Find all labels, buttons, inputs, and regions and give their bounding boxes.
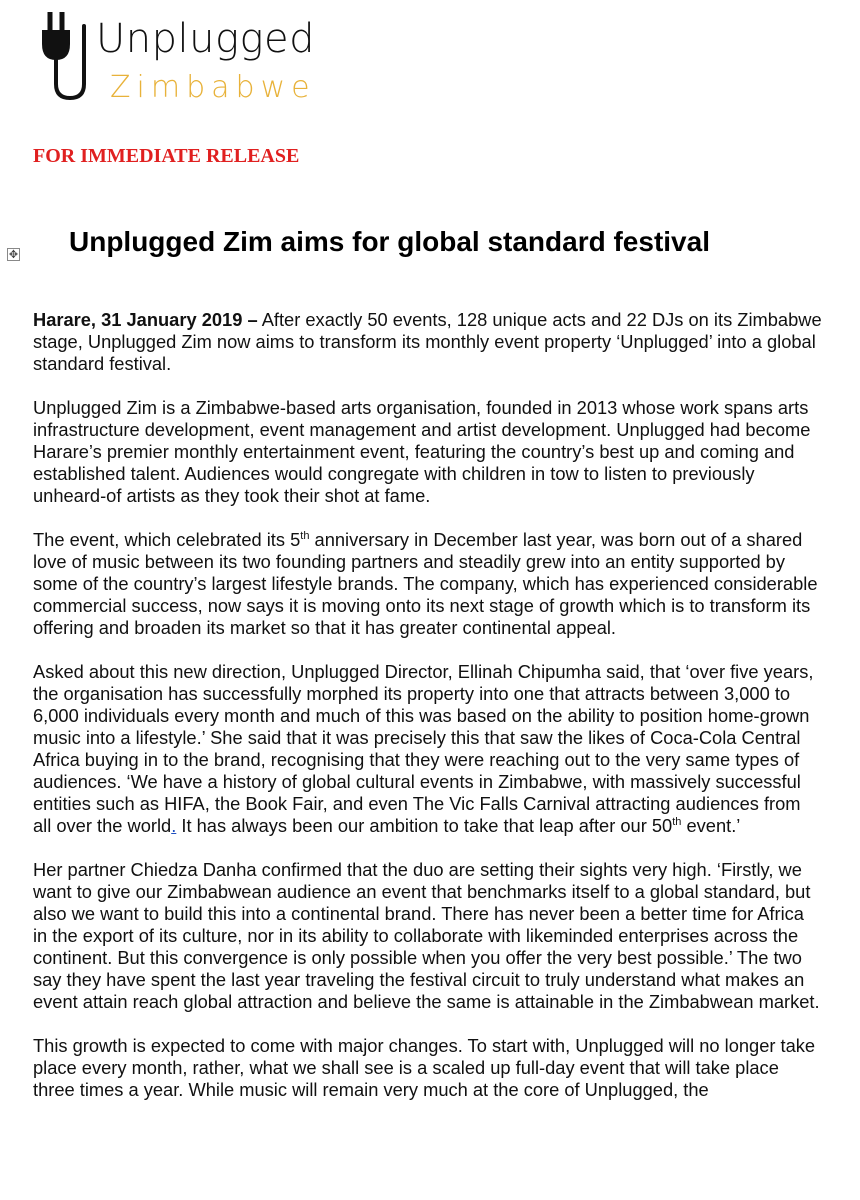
paragraph-3-text-a: The event, which celebrated its 5	[33, 529, 301, 550]
paragraph-6: This growth is expected to come with major changes. To start with, Unplugged will no longer take place every month, rather, what we shall see is a scaled up full-day event that will take place three times a year. While music will remain very much at the core of Unplugged, the	[33, 1035, 816, 1100]
paragraph-5: Her partner Chiedza Danha confirmed that the duo are setting their sights very high. ‘Firstly, we want to give our Zimbabwean audience an event that benchmarks itself to a global standard, but also we want to build this into a continental brand. There has never been a better time for Africa in the export of its culture, nor in its ability to collaborate with likeminded enterprises across the continent. But this convergence is only possible when you offer the very best possible.’ The two say they have spent the last year traveling the festival circuit to truly understand what makes an event attain reach global attraction and believe the same is attainable in the Zimbabwean market.	[33, 859, 820, 1012]
logo-subtitle: Zimbabwe	[110, 70, 316, 105]
dateline: Harare, 31 January 2019 –	[33, 309, 258, 330]
paragraph-4	[33, 661, 823, 837]
logo-wordmark: Unplugged	[96, 16, 315, 62]
unplugged-logo	[30, 8, 350, 108]
paragraph-4-text-c: event.’	[681, 815, 741, 836]
superscript: th	[300, 529, 310, 542]
paragraph-4-text-b: It has always been our ambition to take that leap after our 50	[176, 815, 673, 836]
paragraph-3-text-b: anniversary in December last year, was born out of a shared love of music between its two founding partners and steadily grew into an entity supported by some of the country’s largest lifestyle brands. The company, which has experienced considerable commercial success, now says it is moving onto its next stage of growth which is to transform its offering and broaden its market so that it has greater continental appeal.	[33, 529, 818, 638]
table-move-handle-icon[interactable]: ✥	[8, 248, 19, 261]
paragraph-1	[33, 309, 823, 375]
article-body	[33, 309, 823, 1123]
release-tag: FOR IMMEDIATE RELEASE	[33, 145, 300, 167]
headline: Unplugged Zim aims for global standard festival	[69, 226, 710, 257]
paragraph-1-text: After exactly 50 events, 128 unique acts and 22 DJs on its Zimbabwe stage, Unplugged Zim now aims to transform its monthly event property ‘Unplugged’ into a global standard festival.	[33, 309, 822, 374]
paragraph-3	[33, 529, 823, 639]
paragraph-4-text-a: Asked about this new direction, Unplugged Director, Ellinah Chipumha said, that ‘over five years, the organisation has successfully morphed its property into one that attracts between 3,000 to 6,000 individuals every month and much of this was based on the ability to position home-grown music into a lifestyle.’ She said that it was precisely this that saw the likes of Coca-Cola Central Africa buying in to the brand, recognising that they were reaching out to the very same types of audiences. ‘We have a history of global cultural events in Zimbabwe, with massively successful entities such as HIFA, the Book Fair, and even The Vic Falls Carnival attracting audiences from all over the world	[33, 661, 814, 836]
hyperlink-period[interactable]: .	[171, 815, 177, 836]
paragraph-2: Unplugged Zim is a Zimbabwe-based arts organisation, founded in 2013 whose work spans arts infrastructure development, event management and artist development. Unplugged had become Harare’s premier monthly entertainment event, featuring the country’s best up and coming and established talent. Audiences would congregate with children in tow to listen to previously unheard-of artists as they took their shot at fame.	[33, 397, 811, 506]
power-plug-icon	[30, 12, 94, 104]
superscript: th	[672, 815, 682, 828]
